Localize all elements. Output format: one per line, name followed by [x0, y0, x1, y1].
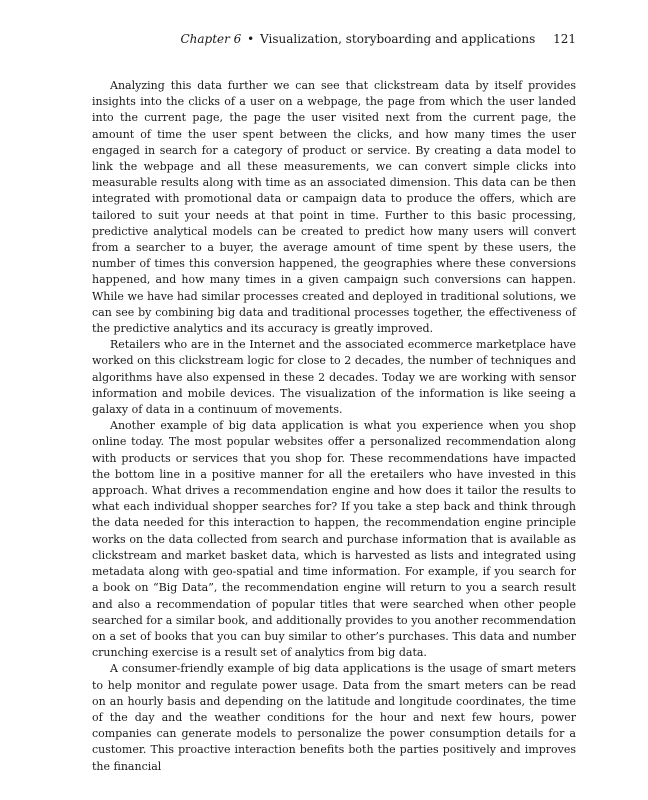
paragraph: A consumer-friendly example of big data applications is the usage of smart meters to help monitor and regulate power usage. Data from the smart meters can be read on an hourly basis and depending on the latitude and longitude coordinates, the time of the day and the weather conditions for the hour and next few hours, power companies can generate models to personalize the power consumption details for a customer. This proactive interaction benefits both the parties positively and improves the financial: [92, 662, 576, 773]
page-number: 121: [553, 32, 576, 46]
header-bullet: •: [247, 32, 255, 46]
paragraph: Analyzing this data further we can see that clickstream data by itself provides insights into the clicks of a user on a webpage, the page from which the user landed into the current page, the page the user visited next from the current page, the amount of time the user spent between the clicks, and how many times the user engaged in search for a category of product or service. By creating a data model to link the webpage and all these measurements, we can convert simple clicks into measurable results along with time as an associated dimension. This data can be then integrated with promotional data or campaign data to produce the offers, which are tailored to suit your needs at that point in time. Further to this basic processing, predictive analytical models can be created to predict how many users will convert from a searcher to a buyer, the average amount of time spent by these users, the number of times this conversion happened, the geographies where these conversions happened, and how many times in a given campaign such conversions can happen. While we have had similar processes created and deployed in traditional solutions, we can see by combining big data and traditional processes together, the effectiveness of the predictive analytics and its accuracy is greatly improved.: [92, 79, 576, 336]
running-header: [92, 31, 576, 47]
body-text: [92, 78, 576, 775]
chapter-title: Visualization, storyboarding and applications: [260, 32, 536, 46]
paragraph: Retailers who are in the Internet and the associated ecommerce marketplace have worked on this clickstream logic for close to 2 decades, the number of techniques and algorithms have also expensed in these 2 decades. Today we are working with sensor information and mobile devices. The visualization of the information is like seeing a galaxy of data in a continuum of movements.: [92, 338, 576, 417]
paragraph: Another example of big data application is what you experience when you shop online today. The most popular websites offer a personalized recommendation along with products or services that you shop for. These recommendations have impacted the bottom line in a positive manner for all the eretailers who have invested in this approach. What drives a recommendation engine and how does it tailor the results to what each individual shopper searches for? If you take a step back and think through the data needed for this interaction to happen, the recommendation engine principle works on the data collected from search and purchase information that is available as clickstream and market basket data, which is harvested as lists and integrated using metadata along with geo-spatial and time information. For example, if you search for a book on “Big Data”, the recommendation engine will return to you a search result and also a recommendation of popular titles that were searched when other people searched for a similar book, and additionally provides to you another recommendation on a set of books that you can buy similar to other’s purchases. This data and number crunching exercise is a result set of analytics from big data.: [92, 419, 576, 660]
chapter-label: Chapter 6: [180, 32, 242, 46]
